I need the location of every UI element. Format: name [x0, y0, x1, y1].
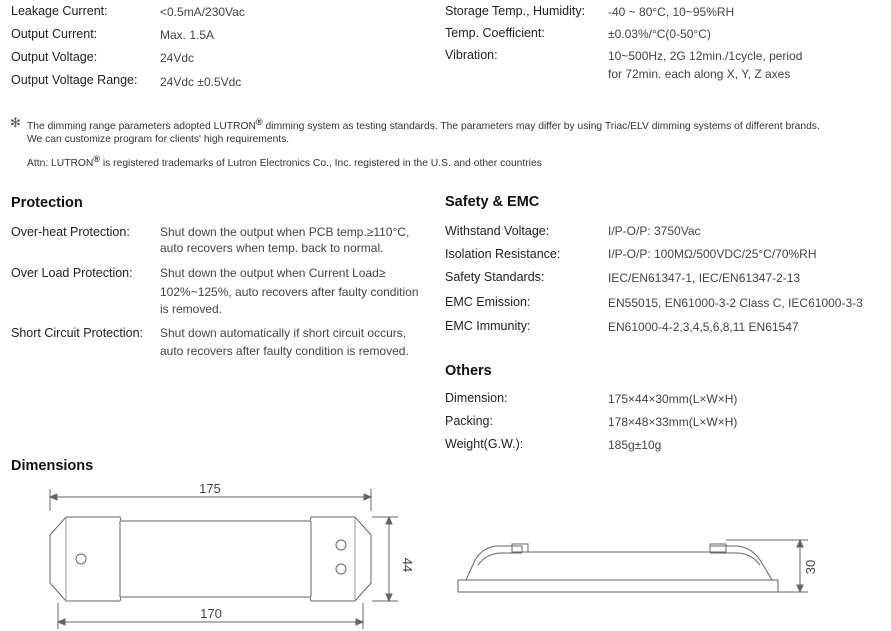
spec-label-output-current: Output Current: [11, 27, 98, 41]
safety-value-emission: EN55015, EN61000-3-2 Class C, IEC61000-3-3 [608, 296, 863, 310]
protection-text-line: is removed. [160, 302, 223, 316]
registered-mark: ® [255, 117, 263, 127]
dimension-label-170: 170 [200, 606, 222, 621]
safety-value-immunity: EN61000-4-2,3,4,5,6,8,11 EN61547 [608, 320, 799, 334]
protection-label-overload: Over Load Protection: [11, 266, 133, 280]
side-view-cover-edge [710, 553, 760, 565]
dimension-label-175: 175 [199, 481, 221, 496]
safety-value-isolation: I/P-O/P: 100MΩ/500VDC/25°C/70%RH [608, 247, 817, 261]
protection-text-line: Shut down automatically if short circuit occurs, [160, 326, 407, 340]
spec-value-storage: -40 ~ 80°C, 10~95%RH [608, 5, 735, 19]
dimensions-heading: Dimensions [11, 458, 94, 474]
spec-value-vibration-line2: for 72min. each along X, Y, Z axes [608, 67, 791, 81]
side-view-tab [512, 544, 528, 552]
others-value-weight: 185g±10g [608, 438, 662, 452]
dimming-note-end: dimming system as testing standards. The parameters may differ by using Triac/ELV dimming systems of different brands. [262, 121, 820, 132]
spec-label-leakage: Leakage Current: [11, 4, 108, 18]
protection-heading: Protection [11, 195, 83, 211]
protection-text-line: 102%~125%, auto recovers after faulty condition [160, 285, 419, 299]
spec-label-storage: Storage Temp., Humidity: [445, 4, 586, 18]
side-view-tab [710, 544, 726, 552]
spec-label-vibration: Vibration: [445, 48, 498, 62]
safety-label-emission: EMC Emission: [445, 295, 531, 309]
others-label-packing: Packing: [445, 414, 493, 428]
others-value-dimension: 175×44×30mm(L×W×H) [608, 392, 738, 406]
others-heading: Others [445, 363, 492, 379]
protection-text-line: Shut down the output when Current Load≥ [160, 266, 386, 280]
spec-value-leakage: <0.5mA/230Vac [160, 5, 245, 19]
safety-value-standards: IEC/EN61347-1, IEC/EN61347-2-13 [608, 271, 801, 285]
spec-value-temp-coefficient: ±0.03%/°C(0-50°C) [608, 27, 711, 41]
safety-label-immunity: EMC Immunity: [445, 319, 531, 333]
protection-text-line: Shut down the output when PCB temp.≥110°C, [160, 225, 410, 239]
spec-value-output-range: 24Vdc ±0.5Vdc [160, 75, 242, 89]
customize-note: We can customize program for clients' high requirements. [27, 134, 290, 145]
asterisk-icon: ✻ [10, 115, 21, 130]
safety-label-withstand: Withstand Voltage: [445, 224, 550, 238]
side-view-base [458, 580, 778, 592]
safety-heading: Safety & EMC [445, 194, 540, 210]
dimension-label-44: 44 [400, 557, 415, 573]
protection-label-short-circuit: Short Circuit Protection: [11, 326, 143, 340]
spec-label-output-voltage: Output Voltage: [11, 50, 98, 64]
others-value-packing: 178×48×33mm(L×W×H) [608, 415, 738, 429]
others-label-dimension: Dimension: [445, 391, 508, 405]
others-label-weight: Weight(G.W.): [445, 437, 524, 451]
side-view-cover-edge [478, 553, 522, 565]
spec-value-output-current: Max. 1.5A [160, 28, 215, 42]
safety-label-standards: Safety Standards: [445, 270, 545, 284]
spec-value-vibration: 10~500Hz, 2G 12min./1cycle, period [608, 49, 803, 63]
protection-label-overheat: Over-heat Protection: [11, 225, 130, 239]
dimming-note-start: The dimming range parameters adopted LUTRON [27, 121, 256, 132]
registered-mark: ® [93, 154, 101, 164]
protection-text-line: auto recovers when temp. back to normal. [160, 241, 384, 255]
trademark-note-start: Attn: LUTRON [27, 158, 94, 169]
protection-text-line: auto recovers after faulty condition is removed. [160, 344, 409, 358]
safety-value-withstand: I/P-O/P: 3750Vac [608, 224, 701, 238]
trademark-note-end: is registered trademarks of Lutron Electronics Co., Inc. registered in the U.S. and other countries [100, 158, 542, 169]
spec-value-output-voltage: 24Vdc [160, 51, 195, 65]
spec-label-temp-coefficient: Temp. Coefficient: [445, 26, 545, 40]
spec-label-output-range: Output Voltage Range: [11, 73, 138, 87]
safety-label-isolation: Isolation Resistance: [445, 247, 561, 261]
dimension-label-30: 30 [803, 559, 818, 575]
